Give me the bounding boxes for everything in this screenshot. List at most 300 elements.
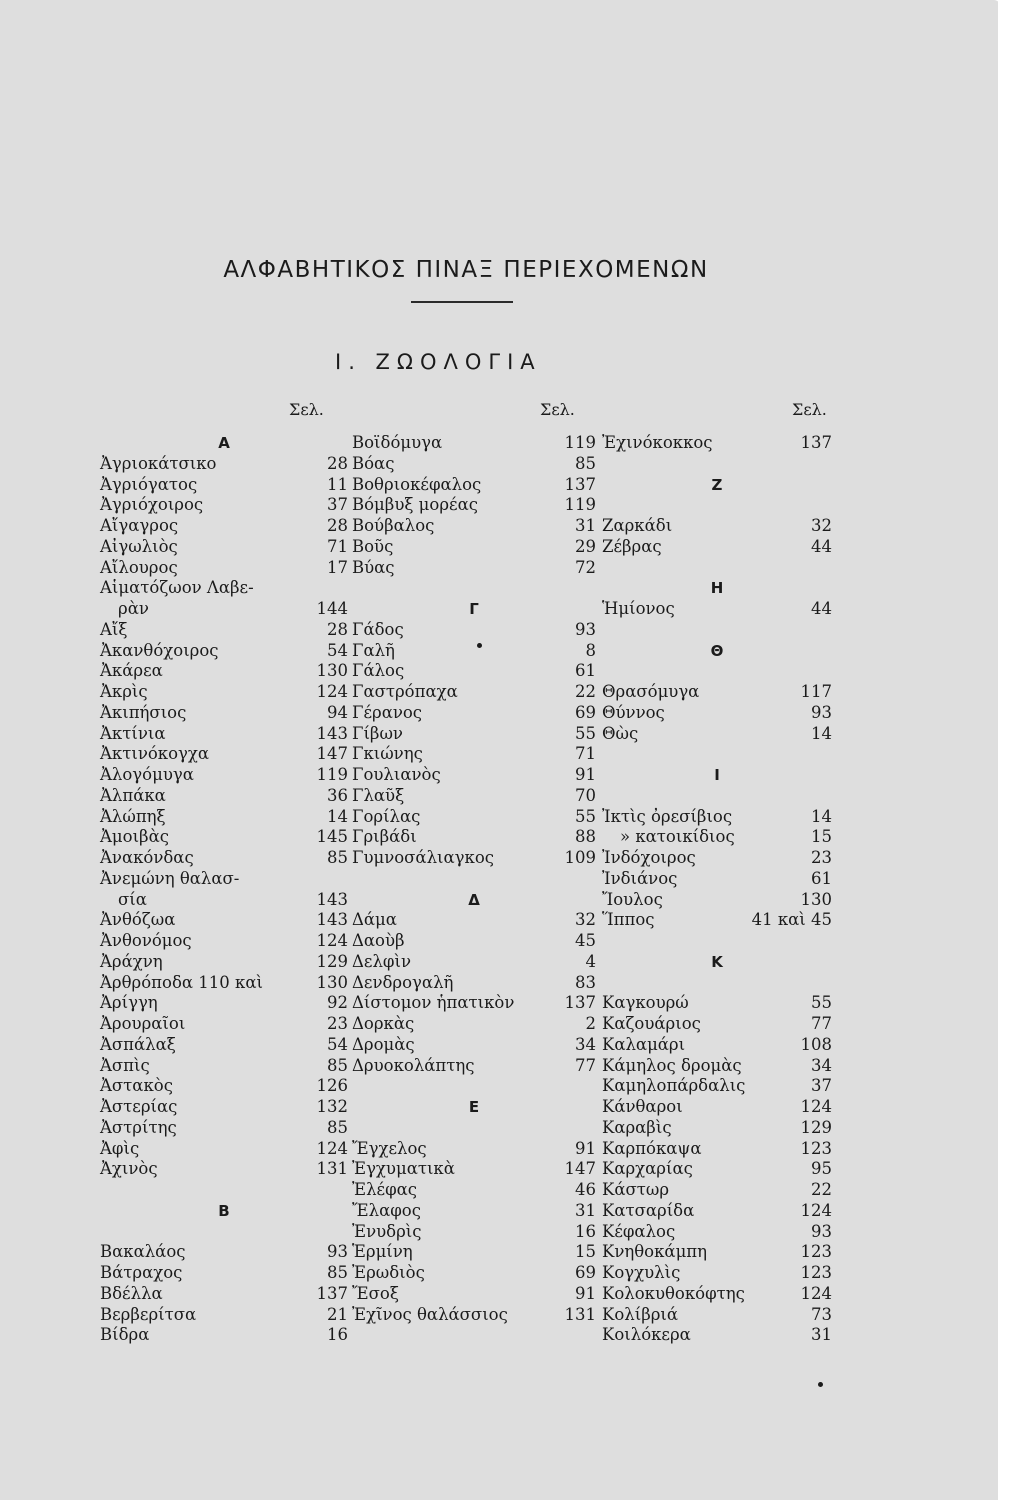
- entry-name: Ἐχῖνος θαλάσσιος: [352, 1304, 508, 1324]
- entry-page: 91: [575, 1283, 596, 1303]
- entry-name: Αἱματόζωον Λαβε-: [100, 578, 254, 598]
- entry-name: Ἰνδόχοιρος: [602, 848, 696, 867]
- ink-speck: [818, 1382, 823, 1387]
- index-entry: [602, 869, 832, 889]
- entry-name: Βάτραχος: [100, 1263, 183, 1282]
- index-entry: [602, 537, 832, 557]
- entry-name: Βούβαλος: [352, 516, 435, 535]
- entry-name: Δαοὺβ: [352, 931, 405, 950]
- entry-name: Κολοκυθοκόφτης: [602, 1283, 745, 1303]
- entry-page: 85: [575, 453, 596, 473]
- index-entry: [100, 869, 348, 889]
- entry-name: Δίστομον ἡπατικὸν: [352, 993, 515, 1013]
- index-entry: [602, 807, 832, 827]
- entry-name: Κατσαρίδα: [602, 1200, 695, 1220]
- index-entry: [100, 1325, 348, 1345]
- index-entry: [352, 475, 596, 495]
- index-entry: [352, 537, 596, 557]
- section-letter: Γ: [469, 600, 479, 618]
- index-entry: [100, 620, 348, 640]
- entry-page: 55: [575, 806, 596, 826]
- index-entry: [352, 1263, 596, 1283]
- entry-name: Καλαμάρι: [602, 1034, 686, 1054]
- entry-name: Γέρανος: [352, 702, 423, 722]
- entry-name: Κάνθαροι: [602, 1097, 683, 1116]
- entry-page: 131: [564, 1304, 596, 1324]
- index-entry: [352, 682, 596, 702]
- entry-name: Κογχυλὶς: [602, 1263, 681, 1282]
- index-entry: [100, 475, 348, 495]
- entry-page: 129: [316, 951, 348, 971]
- entry-name: Δορκὰς: [352, 1014, 415, 1033]
- entry-name: Ἐγχυματικὰ: [352, 1159, 455, 1179]
- index-entry: [352, 910, 596, 930]
- entry-page: 117: [800, 682, 832, 701]
- entry-name: Βερβερίτσα: [100, 1304, 197, 1324]
- entry-page: 17: [327, 557, 348, 577]
- index-entry: [352, 1201, 596, 1221]
- entry-page: 143: [316, 723, 348, 743]
- entry-page: 71: [575, 744, 596, 764]
- index-entry: [602, 1076, 832, 1096]
- entry-name: Ἀστρίτης: [100, 1117, 177, 1137]
- entry-page: 54: [327, 640, 348, 660]
- entry-name: Ἐνυδρὶς: [352, 1221, 422, 1241]
- entry-page: 119: [564, 433, 596, 452]
- entry-page: 147: [564, 1159, 596, 1179]
- entry-name: Ἴουλος: [602, 889, 663, 909]
- entry-name: Ἀκιπήσιος: [100, 702, 187, 722]
- entry-page: 55: [575, 723, 596, 743]
- entry-name: Ἀνθονόμος: [100, 931, 192, 950]
- index-entry: [602, 1180, 832, 1200]
- entry-name: Ἐρωδιὸς: [352, 1263, 425, 1282]
- entry-name: Ἐλέφας: [352, 1180, 418, 1199]
- entry-page: 61: [575, 661, 596, 681]
- entry-name: Ἔγχελος: [352, 1138, 427, 1158]
- entry-page: 36: [327, 785, 348, 805]
- entry-page: 23: [327, 1014, 348, 1033]
- index-entry: [602, 1159, 832, 1179]
- index-entry: [352, 495, 596, 515]
- entry-name: Ἀγριόγατος: [100, 474, 198, 494]
- entry-page: 143: [316, 910, 348, 930]
- index-entry: [352, 433, 596, 453]
- index-entry: [602, 1305, 832, 1325]
- entry-page: 124: [800, 1200, 832, 1220]
- index-entry: [100, 599, 348, 619]
- entry-name: Γριβάδι: [352, 827, 417, 847]
- section-letter: Θ: [710, 641, 724, 660]
- index-entry: [100, 910, 348, 930]
- entry-name: Ἀφὶς: [100, 1138, 140, 1158]
- index-entry: [100, 661, 348, 681]
- entry-page: 22: [811, 1180, 832, 1199]
- index-entry: [100, 682, 348, 702]
- index-entry: [100, 1242, 348, 1262]
- entry-page: 8: [585, 640, 596, 660]
- entry-name: Βακαλάος: [100, 1242, 186, 1262]
- section-letter: Β: [218, 1201, 230, 1220]
- index-entry: [602, 703, 832, 723]
- entry-name: » κατοικίδιος: [620, 827, 735, 847]
- entry-page: 44: [811, 536, 832, 556]
- section-letter: Ε: [468, 1098, 480, 1116]
- entry-page: 61: [811, 868, 832, 888]
- entry-name: Βδέλλα: [100, 1283, 163, 1303]
- title-underline: [411, 301, 513, 303]
- entry-page: 91: [575, 1138, 596, 1158]
- entry-page: 123: [800, 1242, 832, 1262]
- index-entry: [352, 786, 596, 806]
- entry-page: 32: [575, 910, 596, 930]
- entry-page: 34: [575, 1034, 596, 1054]
- entry-name: Θύννος: [602, 702, 665, 722]
- index-entry: [100, 1118, 348, 1138]
- entry-name: Ζέβρας: [602, 536, 662, 556]
- index-entry: [100, 495, 348, 515]
- index-entry: [352, 848, 596, 868]
- entry-page: 46: [575, 1180, 596, 1199]
- entry-page: 91: [575, 765, 596, 784]
- entry-name: Αἴλουρος: [100, 557, 178, 577]
- index-entry: [100, 1097, 348, 1117]
- entry-page: 93: [327, 1242, 348, 1262]
- entry-name: Καγκουρώ: [602, 993, 689, 1013]
- entry-name: Ἀχινὸς: [100, 1159, 158, 1179]
- index-entry: [352, 1056, 596, 1076]
- entry-page: 119: [564, 495, 596, 515]
- entry-name: Δρυοκολάπτης: [352, 1055, 475, 1075]
- entry-name: Ἔλαφος: [352, 1200, 421, 1220]
- index-entry: [602, 1014, 832, 1034]
- entry-name: Καμηλοπάρδαλις: [602, 1076, 746, 1096]
- index-entry: [602, 724, 832, 744]
- entry-name: Γκιώνης: [352, 744, 423, 764]
- entry-page: 77: [811, 1014, 832, 1033]
- entry-page: 137: [564, 474, 596, 494]
- entry-page: 28: [327, 516, 348, 535]
- entry-name: Ἔσοξ: [352, 1283, 399, 1303]
- entry-name: Γυμνοσάλιαγκος: [352, 848, 494, 867]
- index-entry: [100, 1056, 348, 1076]
- entry-name: Ἀμοιβὰς: [100, 827, 169, 847]
- index-entry: [602, 1139, 832, 1159]
- entry-name: Κάμηλος δρομὰς: [602, 1055, 742, 1075]
- entry-page: 108: [800, 1034, 832, 1054]
- entry-page: 31: [811, 1325, 832, 1345]
- index-entry: [352, 1180, 596, 1200]
- entry-page: 137: [564, 993, 596, 1013]
- entry-page: 55: [811, 993, 832, 1013]
- entry-page: 124: [316, 682, 348, 701]
- index-entry: [602, 890, 832, 910]
- index-entry: [100, 786, 348, 806]
- index-entry: [100, 703, 348, 723]
- entry-name: Ἀγριόχοιρος: [100, 495, 204, 515]
- index-entry: [100, 993, 348, 1013]
- entry-page: 83: [575, 972, 596, 992]
- page-column-heading-1: Σελ.: [289, 400, 324, 419]
- entry-name: Ἀνακόνδας: [100, 848, 194, 867]
- entry-page: 130: [316, 661, 348, 681]
- entry-name: Ἀστακὸς: [100, 1076, 173, 1096]
- index-entry: [100, 827, 348, 847]
- entry-name: Ἀκτίνια: [100, 723, 166, 743]
- index-entry: [602, 433, 832, 453]
- entry-page: 72: [575, 557, 596, 577]
- entry-page: 123: [800, 1138, 832, 1158]
- index-entry: [100, 807, 348, 827]
- ink-speck: [477, 643, 482, 648]
- index-entry: [352, 765, 596, 785]
- entry-page: 23: [811, 848, 832, 867]
- entry-page: 14: [811, 806, 832, 826]
- entry-page: 147: [316, 744, 348, 764]
- entry-name: Δάμα: [352, 910, 397, 930]
- entry-page: 88: [575, 827, 596, 847]
- index-entry: [352, 620, 596, 640]
- index-entry: [352, 744, 596, 764]
- entry-name: Ἀρουραῖοι: [100, 1014, 186, 1033]
- entry-page: 132: [316, 1097, 348, 1116]
- entry-name: Καραβὶς: [602, 1117, 672, 1137]
- entry-name: Καρπόκαψα: [602, 1138, 702, 1158]
- entry-page: 131: [316, 1159, 348, 1179]
- entry-name: Ζαρκάδι: [602, 516, 673, 535]
- entry-name: Ἡμίονος: [602, 599, 675, 618]
- index-entry: [352, 641, 596, 661]
- entry-page: 29: [575, 536, 596, 556]
- entry-page: 32: [811, 516, 832, 535]
- entry-page: 15: [811, 827, 832, 847]
- index-entry: [100, 848, 348, 868]
- index-entry: [602, 1118, 832, 1138]
- entry-name: Ἀκανθόχοιρος: [100, 640, 219, 660]
- entry-page: 85: [327, 1263, 348, 1282]
- entry-name: Βοϊδόμυγα: [352, 433, 443, 452]
- index-entry: [602, 1263, 832, 1283]
- index-entry: [100, 641, 348, 661]
- entry-page: 130: [316, 972, 348, 992]
- entry-page: 129: [800, 1117, 832, 1137]
- index-entry: [100, 558, 348, 578]
- index-entry: [602, 599, 832, 619]
- entry-name: Ἀλώπηξ: [100, 806, 166, 826]
- index-entry: [352, 1014, 596, 1034]
- index-entry: [602, 1222, 832, 1242]
- entry-name: Κέφαλος: [602, 1221, 676, 1241]
- index-entry: [100, 724, 348, 744]
- entry-name: Ἀγριοκάτσικο: [100, 453, 217, 473]
- entry-name: Βοῦς: [352, 536, 394, 556]
- entry-name: Ἀνεμώνη θαλασ-: [100, 868, 240, 888]
- entry-page: 69: [575, 1263, 596, 1282]
- entry-page: 126: [316, 1076, 348, 1096]
- index-entry: [602, 516, 832, 536]
- section-heading: Ι. ΖΩΟΛΟΓΙΑ: [335, 350, 542, 374]
- index-entry: [352, 1284, 596, 1304]
- entry-page: 77: [575, 1055, 596, 1075]
- entry-page: 144: [316, 599, 348, 618]
- entry-page: 93: [811, 1221, 832, 1241]
- entry-page: 85: [327, 1055, 348, 1075]
- entry-page: 11: [327, 474, 348, 494]
- entry-name: Ἵππος: [602, 910, 655, 930]
- index-entry: [100, 1014, 348, 1034]
- page-column-heading-2: Σελ.: [540, 400, 575, 419]
- index-entry: [100, 1284, 348, 1304]
- entry-page: 73: [811, 1304, 832, 1324]
- section-letter: Η: [710, 579, 724, 598]
- entry-page: 124: [316, 931, 348, 950]
- entry-name: Βοθριοκέφαλος: [352, 474, 482, 494]
- entry-name: Ἀσπὶς: [100, 1055, 150, 1075]
- entry-name: Γλαῦξ: [352, 785, 405, 805]
- entry-name: Γαστρόπαχα: [352, 682, 458, 701]
- index-entry: [100, 1139, 348, 1159]
- entry-page: 54: [327, 1034, 348, 1054]
- entry-name: Ἀνθόζωα: [100, 910, 176, 930]
- entry-name: Ἀλπάκα: [100, 785, 166, 805]
- entry-page: 71: [327, 536, 348, 556]
- entry-name: Βόας: [352, 453, 395, 473]
- entry-name: Κάστωρ: [602, 1180, 670, 1199]
- index-entry: [100, 931, 348, 951]
- section-letter: Ζ: [711, 475, 723, 494]
- entry-name: Ἀράχνη: [100, 951, 163, 971]
- entry-page: 2: [585, 1014, 596, 1033]
- entry-page: 124: [800, 1283, 832, 1303]
- entry-page: 92: [327, 993, 348, 1013]
- entry-name: σία: [118, 889, 147, 909]
- entry-page: 69: [575, 702, 596, 722]
- entry-page: 137: [316, 1283, 348, 1303]
- entry-page: 123: [800, 1263, 832, 1282]
- index-entry: [352, 1139, 596, 1159]
- index-entry: [100, 1159, 348, 1179]
- index-entry: [602, 1035, 832, 1055]
- index-entry: [100, 1076, 348, 1096]
- index-entry: [352, 952, 596, 972]
- entry-page: 130: [800, 889, 832, 909]
- section-letter: Ι: [714, 766, 720, 784]
- section-letter: Κ: [711, 952, 723, 971]
- entry-name: Κοιλόκερα: [602, 1325, 691, 1345]
- entry-page: 145: [316, 827, 348, 847]
- entry-page: 93: [575, 619, 596, 639]
- index-entry: [100, 890, 348, 910]
- entry-page: 93: [811, 702, 832, 722]
- entry-name: Γάδος: [352, 619, 404, 639]
- index-entry: [602, 848, 832, 868]
- entry-name: Γουλιανὸς: [352, 765, 441, 784]
- entry-page: 85: [327, 1117, 348, 1137]
- entry-page: 21: [327, 1304, 348, 1324]
- index-entry: [100, 744, 348, 764]
- index-entry: [100, 973, 348, 993]
- entry-page: 22: [575, 682, 596, 701]
- index-entry: [352, 558, 596, 578]
- entry-page: 4: [585, 951, 596, 971]
- index-entry: [602, 1284, 832, 1304]
- entry-page: 14: [327, 806, 348, 826]
- entry-name: Ἀρθρόποδα 110 καὶ: [100, 972, 263, 992]
- index-entry: [100, 1305, 348, 1325]
- index-entry: [602, 910, 832, 930]
- index-entry: [602, 993, 832, 1013]
- entry-name: Βόμβυξ μορέας: [352, 495, 478, 515]
- page-column-heading-3: Σελ.: [792, 400, 827, 419]
- entry-page: 45: [575, 931, 596, 950]
- entry-name: Βίδρα: [100, 1325, 150, 1345]
- index-entry: [100, 537, 348, 557]
- index-entry: [602, 1325, 832, 1345]
- entry-page: 15: [575, 1242, 596, 1262]
- entry-name: Κνηθοκάμπη: [602, 1242, 708, 1262]
- entry-name: Δρομὰς: [352, 1034, 415, 1054]
- index-entry: [352, 1305, 596, 1325]
- entry-page: 37: [327, 495, 348, 515]
- entry-page: 31: [575, 1200, 596, 1220]
- index-entry: [100, 578, 348, 598]
- entry-name: ρὰν: [118, 599, 149, 618]
- entry-name: Δενδρογαλῆ: [352, 972, 454, 992]
- index-entry: [352, 1222, 596, 1242]
- entry-name: Ἀστερίας: [100, 1097, 178, 1116]
- index-entry: [352, 993, 596, 1013]
- entry-name: Ἑρμίνη: [352, 1242, 413, 1262]
- entry-name: Ἀλογόμυγα: [100, 765, 194, 784]
- entry-page: 28: [327, 619, 348, 639]
- index-entry: [602, 1242, 832, 1262]
- entry-name: Ἀρίγγη: [100, 993, 158, 1013]
- index-entry: [352, 973, 596, 993]
- entry-name: Δελφὶν: [352, 951, 411, 971]
- page-edge: [998, 0, 1012, 1500]
- entry-name: Γάλος: [352, 661, 405, 681]
- entry-page: 124: [316, 1138, 348, 1158]
- index-entry: [352, 724, 596, 744]
- entry-name: Κολίβριά: [602, 1304, 679, 1324]
- index-entry: [352, 1035, 596, 1055]
- entry-name: Ἰνδιάνος: [602, 868, 678, 888]
- entry-page: 14: [811, 723, 832, 743]
- entry-page: 44: [811, 599, 832, 618]
- entry-page: 137: [800, 433, 832, 452]
- index-entry: [352, 703, 596, 723]
- entry-page: 119: [316, 765, 348, 784]
- entry-page: 70: [575, 785, 596, 805]
- entry-page: 109: [564, 848, 596, 867]
- entry-name: Ἰκτὶς ὀρεσίβιος: [602, 806, 733, 826]
- index-entry: [602, 1056, 832, 1076]
- entry-name: Καζουάριος: [602, 1014, 701, 1033]
- index-entry: [352, 454, 596, 474]
- entry-name: Ἐχινόκοκκος: [602, 433, 713, 452]
- entry-page: 34: [811, 1055, 832, 1075]
- index-entry: [100, 516, 348, 536]
- entry-page: 41 καὶ 45: [751, 910, 832, 930]
- entry-name: Γορίλας: [352, 806, 421, 826]
- entry-name: Θὼς: [602, 723, 639, 743]
- entry-page: 37: [811, 1076, 832, 1096]
- entry-name: Αἰγωλιὸς: [100, 536, 178, 556]
- entry-name: Γαλῆ: [352, 640, 395, 660]
- index-entry: [352, 807, 596, 827]
- entry-name: Ἀκρὶς: [100, 682, 148, 701]
- index-entry: [352, 931, 596, 951]
